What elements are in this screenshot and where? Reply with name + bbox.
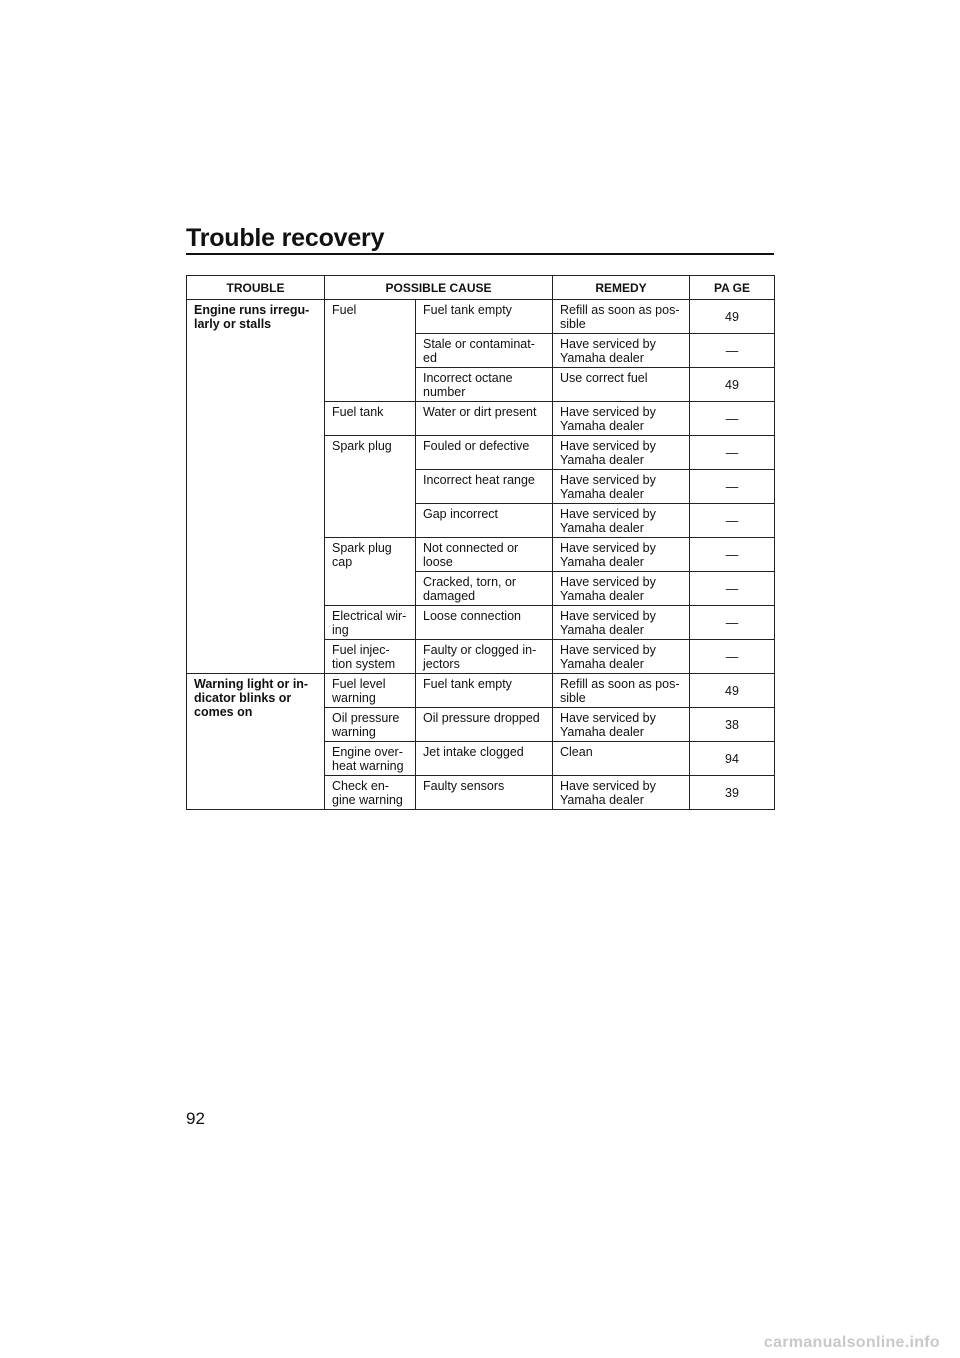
- cause-cell: Fuel tank: [325, 402, 416, 436]
- remedy-cell: Have serviced by Yamaha dealer: [553, 334, 690, 368]
- cause-cell: Engine over- heat warning: [325, 742, 416, 776]
- cause-detail-cell: Cracked, torn, or damaged: [416, 572, 553, 606]
- trouble-cell: Warning light or in- dicator blinks or comes on: [187, 674, 325, 810]
- cause-detail-cell: Loose connection: [416, 606, 553, 640]
- trouble-recovery-table: [186, 275, 775, 810]
- cause-cell: Electrical wir- ing: [325, 606, 416, 640]
- page-ref-cell: 49: [690, 300, 775, 334]
- remedy-cell: Have serviced by Yamaha dealer: [553, 504, 690, 538]
- remedy-cell: Refill as soon as pos- sible: [553, 300, 690, 334]
- page-ref-cell: —: [690, 538, 775, 572]
- remedy-cell: Have serviced by Yamaha dealer: [553, 436, 690, 470]
- header-possible-cause: POSSIBLE CAUSE: [325, 276, 553, 300]
- page-ref-cell: —: [690, 334, 775, 368]
- cause-cell: Oil pressure warning: [325, 708, 416, 742]
- page-title: Trouble recovery: [186, 224, 385, 252]
- table-body: [187, 300, 775, 810]
- remedy-cell: Have serviced by Yamaha dealer: [553, 538, 690, 572]
- page-ref-cell: —: [690, 402, 775, 436]
- remedy-cell: Have serviced by Yamaha dealer: [553, 776, 690, 810]
- remedy-cell: Have serviced by Yamaha dealer: [553, 470, 690, 504]
- watermark: carmanualsonline.info: [763, 1334, 940, 1351]
- page-ref-cell: 49: [690, 674, 775, 708]
- cause-detail-cell: Jet intake clogged: [416, 742, 553, 776]
- title-rule: [186, 253, 774, 255]
- cause-detail-cell: Fuel tank empty: [416, 300, 553, 334]
- remedy-cell: Have serviced by Yamaha dealer: [553, 402, 690, 436]
- cause-cell: Check en- gine warning: [325, 776, 416, 810]
- cause-detail-cell: Faulty sensors: [416, 776, 553, 810]
- cause-cell: Spark plug cap: [325, 538, 416, 606]
- remedy-cell: Refill as soon as pos- sible: [553, 674, 690, 708]
- page-ref-cell: 94: [690, 742, 775, 776]
- page-ref-cell: —: [690, 470, 775, 504]
- table-row: [187, 674, 775, 708]
- cause-detail-cell: Fouled or defective: [416, 436, 553, 470]
- header-trouble: TROUBLE: [187, 276, 325, 300]
- remedy-cell: Have serviced by Yamaha dealer: [553, 640, 690, 674]
- cause-detail-cell: Incorrect heat range: [416, 470, 553, 504]
- cause-detail-cell: Water or dirt present: [416, 402, 553, 436]
- trouble-cell: Engine runs irregu- larly or stalls: [187, 300, 325, 674]
- page-ref-cell: —: [690, 606, 775, 640]
- header-remedy: REMEDY: [553, 276, 690, 300]
- cause-cell: Fuel: [325, 300, 416, 402]
- table-header-row: [187, 276, 775, 300]
- cause-detail-cell: Gap incorrect: [416, 504, 553, 538]
- page-ref-cell: 38: [690, 708, 775, 742]
- cause-cell: Spark plug: [325, 436, 416, 538]
- page-ref-cell: —: [690, 504, 775, 538]
- page-ref-cell: —: [690, 436, 775, 470]
- cause-detail-cell: Oil pressure dropped: [416, 708, 553, 742]
- cause-detail-cell: Incorrect octane number: [416, 368, 553, 402]
- page-number: 92: [186, 1109, 205, 1128]
- remedy-cell: Clean: [553, 742, 690, 776]
- cause-detail-cell: Stale or contaminat- ed: [416, 334, 553, 368]
- header-page: PA GE: [690, 276, 775, 300]
- page-ref-cell: 49: [690, 368, 775, 402]
- page-ref-cell: 39: [690, 776, 775, 810]
- cause-detail-cell: Not connected or loose: [416, 538, 553, 572]
- remedy-cell: Have serviced by Yamaha dealer: [553, 708, 690, 742]
- remedy-cell: Have serviced by Yamaha dealer: [553, 606, 690, 640]
- cause-cell: Fuel level warning: [325, 674, 416, 708]
- remedy-cell: Have serviced by Yamaha dealer: [553, 572, 690, 606]
- page-ref-cell: —: [690, 572, 775, 606]
- cause-cell: Fuel injec- tion system: [325, 640, 416, 674]
- cause-detail-cell: Fuel tank empty: [416, 674, 553, 708]
- cause-detail-cell: Faulty or clogged in- jectors: [416, 640, 553, 674]
- table-row: [187, 300, 775, 334]
- page-ref-cell: —: [690, 640, 775, 674]
- remedy-cell: Use correct fuel: [553, 368, 690, 402]
